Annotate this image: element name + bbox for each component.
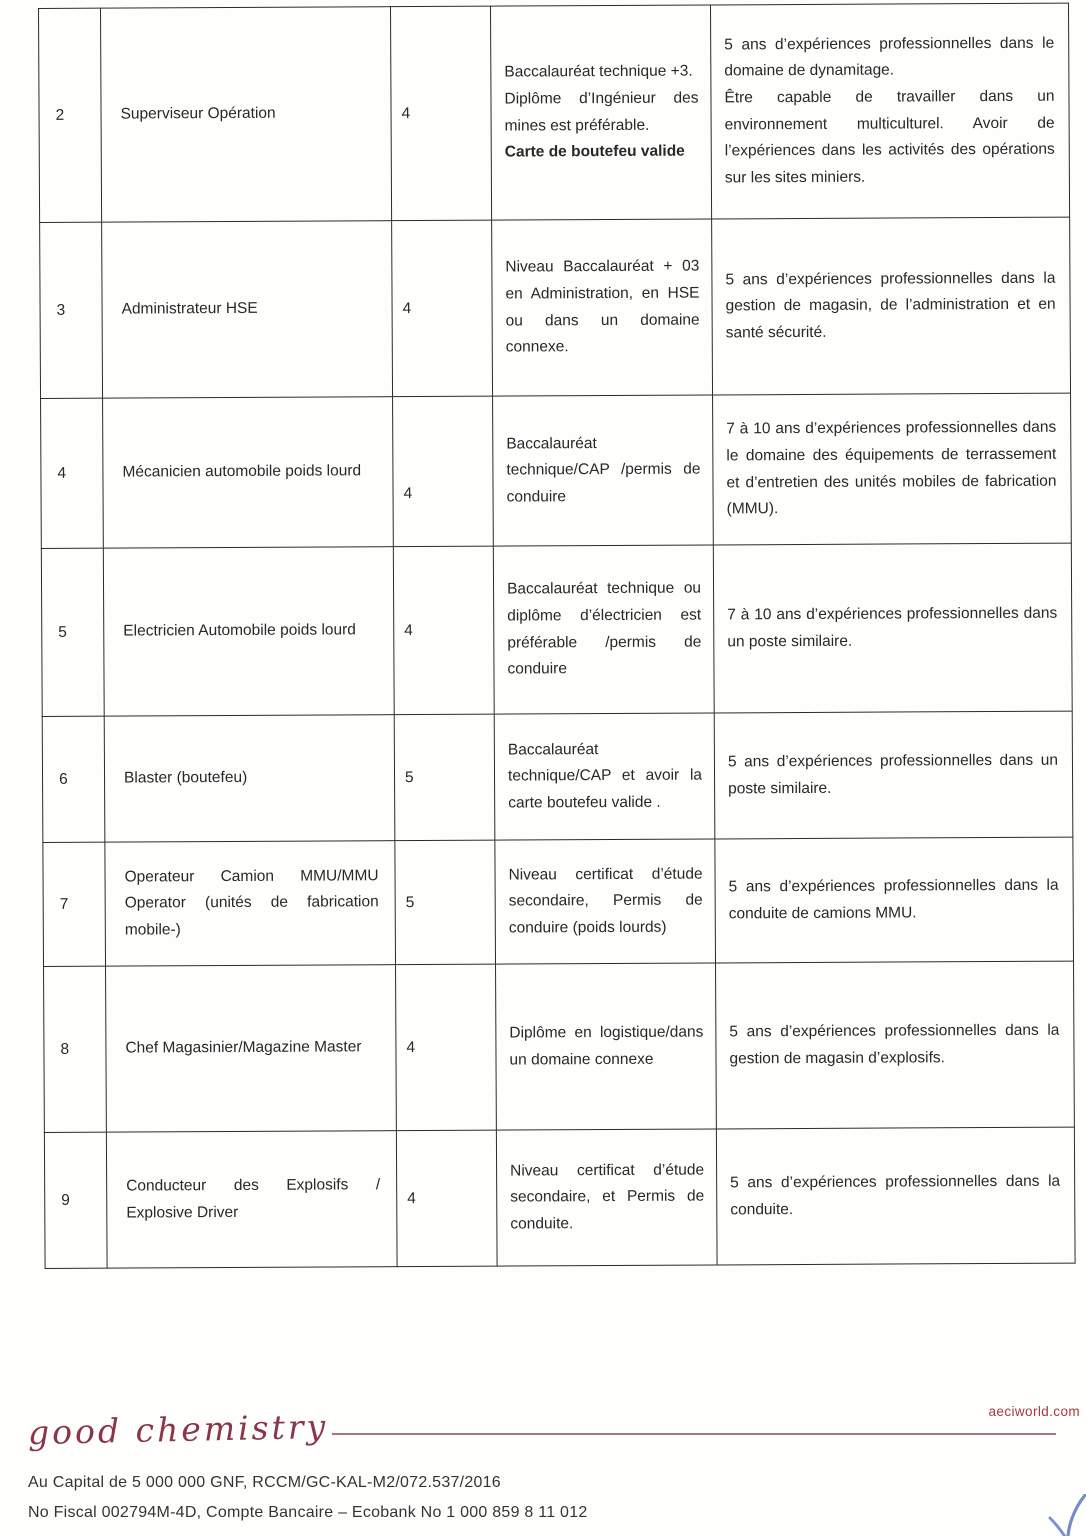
capital-line: Au Capital de 5 000 000 GNF, RCCM/GC-KAL-M2/072.537/2016: [28, 1474, 501, 1491]
row-number: 5: [58, 623, 67, 641]
vacancies-count: 4: [403, 484, 413, 502]
table-row: [44, 961, 1075, 1132]
brand-rule-line: [332, 1433, 1056, 1435]
vacancies-cell: [390, 6, 491, 221]
row-number-cell: [44, 966, 107, 1132]
table-row: [39, 3, 1070, 222]
positions-table: [38, 3, 1076, 1269]
job-title: Blaster (boutefeu): [123, 769, 248, 787]
experience-paragraph: 5 ans d’expériences professionnelles dans la gestion de magasin, de l’administration et en santé sécurité.: [725, 269, 1056, 342]
vacancies-cell: [393, 546, 494, 715]
table-row: [40, 217, 1071, 398]
experience-cell: [715, 837, 1074, 963]
education-cell: [496, 963, 717, 1130]
table-row: [43, 837, 1074, 966]
row-number-cell: [39, 8, 102, 222]
vacancies-cell: [393, 396, 494, 547]
education-cell: [495, 839, 716, 964]
experience-cell: [716, 961, 1075, 1129]
job-title-cell: [106, 965, 397, 1133]
page-footer: [28, 1398, 1086, 1527]
vacancies-cell: [394, 714, 495, 841]
vacancies-count: 4: [402, 299, 412, 317]
job-title: Chef Magasinier/Magazine Master: [125, 1038, 362, 1057]
job-title: Superviseur Opération: [120, 104, 276, 123]
education-paragraph: Niveau Baccalauréat + 03 en Administration, en HSE ou dans un domaine connexe.: [505, 257, 700, 356]
job-title-cell: [104, 715, 395, 843]
row-number: 4: [57, 464, 67, 482]
vacancies-count: 4: [407, 1189, 416, 1207]
vacancies-cell: [392, 220, 493, 397]
experience-cell: [713, 543, 1072, 713]
row-number-cell: [43, 842, 106, 966]
vacancies-count: 4: [406, 1038, 416, 1056]
job-title: Electricien Automobile poids lourd: [123, 621, 356, 640]
table-row: [41, 393, 1072, 548]
job-title-cell: [101, 7, 392, 223]
education-paragraph-bold: Carte de boutefeu valide: [504, 142, 685, 161]
experience-paragraph: 5 ans d’expériences professionnelles dans la conduite de camions MMU.: [728, 876, 1059, 922]
job-title: Conducteur des Explosifs / Explosive Driver: [126, 1176, 381, 1222]
experience-paragraph: 7 à 10 ans d’expériences professionnelles dans le domaine des équipements de terrassement et d’entretien des unités mobiles de fabrication (MMU).: [726, 418, 1057, 518]
job-title-cell: [105, 841, 396, 967]
job-title: Administrateur HSE: [121, 300, 258, 318]
experience-cell: [713, 393, 1072, 545]
education-paragraph: Baccalauréat technique ou diplôme d’électricien est préférable /permis de conduire: [507, 579, 702, 678]
job-title-cell: [102, 221, 393, 399]
education-cell: [492, 219, 713, 396]
experience-cell: [710, 3, 1069, 219]
experience-paragraph: 5 ans d’expériences professionnelles dans la conduite.: [730, 1172, 1061, 1218]
row-number-cell: [44, 1132, 107, 1268]
experience-paragraph: 5 ans d’expériences professionnelles dans le domaine de dynamitage.: [724, 34, 1055, 80]
vacancies-cell: [396, 1130, 497, 1267]
table-row: [42, 711, 1073, 842]
vacancies-count: 5: [404, 768, 414, 786]
vacancies-cell: [396, 964, 497, 1131]
experience-cell: [716, 1127, 1075, 1265]
table-row: [44, 1127, 1075, 1268]
job-title-cell: [106, 1131, 397, 1269]
education-paragraph: Baccalauréat technique +3.: [504, 62, 693, 81]
row-number: 6: [58, 770, 68, 788]
job-title-cell: [103, 397, 394, 549]
legal-lines: [28, 1468, 1086, 1527]
row-number-cell: [41, 398, 104, 548]
education-cell: [496, 1129, 717, 1266]
experience-cell: [714, 711, 1073, 839]
vacancies-count: 5: [405, 893, 415, 911]
vacancies-cell: [395, 840, 496, 965]
education-paragraph: Diplôme d’Ingénieur des mines est préférable.: [504, 89, 699, 135]
education-cell: [490, 5, 711, 220]
experience-paragraph: Être capable de travailler dans un environnement multiculturel. Avoir de l’expériences dans les activités des opérations sur les sites miniers.: [724, 87, 1055, 187]
job-title: Mécanicien automobile poids lourd: [122, 462, 362, 481]
row-number: 9: [61, 1191, 70, 1209]
experience-paragraph: 7 à 10 ans d’expériences professionnelles dans un poste similaire.: [727, 604, 1058, 650]
education-paragraph: Diplôme en logistique/dans un domaine connexe: [509, 1023, 704, 1069]
brand-row: [28, 1398, 1086, 1460]
vacancies-count: 4: [404, 621, 413, 639]
experience-paragraph: 5 ans d’expériences professionnelles dans un poste similaire.: [727, 751, 1058, 797]
aeci-tagline-script: good chemistry: [27, 1406, 329, 1452]
education-cell: [493, 395, 714, 546]
blue-pen-mark: [1034, 1494, 1086, 1536]
row-number: 2: [55, 106, 65, 124]
vacancies-count: 4: [401, 104, 411, 122]
job-title: Operateur Camion MMU/MMU Operator (unités de fabrication mobile-): [124, 866, 379, 939]
education-paragraph: Baccalauréat technique/CAP /permis de conduire: [506, 434, 701, 506]
education-cell: [493, 545, 714, 714]
row-number-cell: [42, 716, 105, 842]
education-cell: [494, 713, 715, 840]
row-number: 7: [59, 895, 69, 913]
fiscal-line: No Fiscal 002794M-4D, Compte Bancaire – Ecobank No 1 000 859 8 11 012: [28, 1503, 588, 1521]
experience-paragraph: 5 ans d’expériences professionnelles dans la gestion de magasin d’explosifs.: [729, 1021, 1060, 1067]
row-number: 3: [56, 301, 66, 319]
row-number-cell: [41, 548, 104, 716]
experience-cell: [712, 217, 1071, 395]
education-paragraph: Niveau certificat d’étude secondaire, et Permis de conduite.: [510, 1161, 705, 1233]
row-number-cell: [40, 222, 103, 398]
website-text: aeciworld.com: [988, 1404, 1080, 1419]
table-row: [41, 543, 1072, 716]
job-title-cell: [103, 547, 394, 717]
row-number: 8: [60, 1040, 70, 1058]
education-paragraph: Baccalauréat technique/CAP et avoir la carte boutefeu valide .: [507, 740, 703, 812]
education-paragraph: Niveau certificat d’étude secondaire, Permis de conduire (poids lourds): [508, 865, 703, 937]
